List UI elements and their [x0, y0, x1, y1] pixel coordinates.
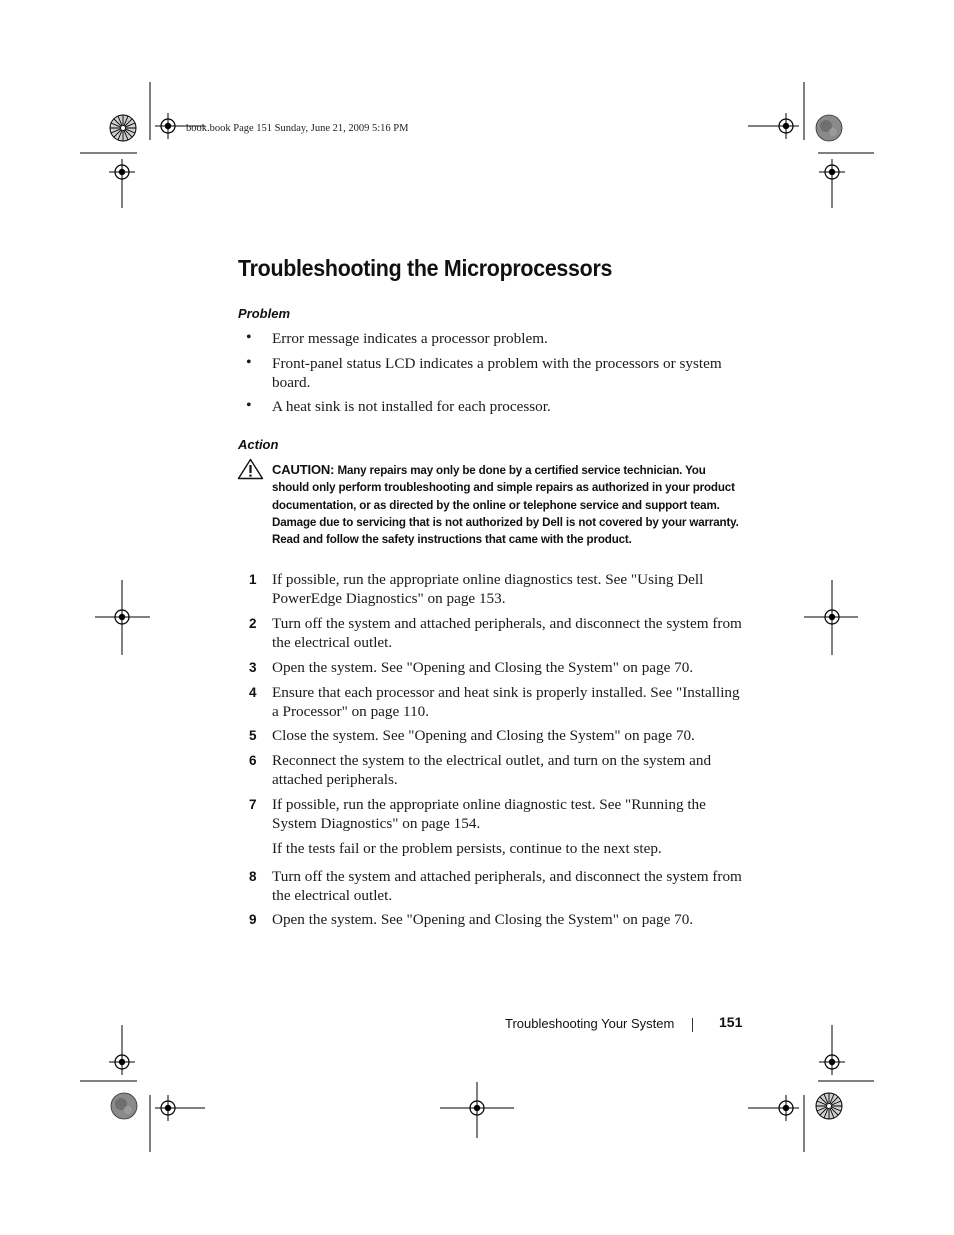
action-heading: Action	[238, 437, 279, 452]
caution-notice	[272, 461, 742, 548]
step-number: 2	[249, 616, 257, 631]
footer-divider	[692, 1018, 693, 1032]
problem-item: A heat sink is not installed for each processor.	[272, 398, 551, 415]
step-text: Close the system. See "Opening and Closing the System" on page 70.	[272, 727, 695, 744]
step-text: If possible, run the appropriate online diagnostics test. See "Using Dell PowerEdge Diagnostics" on page 153.	[272, 571, 704, 607]
step-number: 8	[249, 869, 257, 884]
bullet-marker: •	[246, 329, 252, 346]
caution-label: CAUTION:	[272, 462, 335, 477]
step-number: 9	[249, 912, 257, 927]
step-number: 3	[249, 660, 257, 675]
step-text: Open the system. See "Opening and Closing the System" on page 70.	[272, 911, 694, 928]
step-number: 7	[249, 797, 257, 812]
step-text: Turn off the system and attached peripherals, and disconnect the system from the electrical outlet.	[272, 868, 742, 904]
header-stamp: book.book Page 151 Sunday, June 21, 2009 5:16 PM	[186, 123, 409, 134]
step-number: 4	[249, 685, 257, 700]
caution-text: Many repairs may only be done by a certified service technician. You should only perform troubleshooting and simple repairs as authorized in your product documentation, or as directed by the online or telephone service and support team. Damage due to servicing that is not authorized by Dell is not covered by your warranty. Read and follow the safety instructions that came with the product.	[272, 464, 739, 547]
step-text: Turn off the system and attached peripherals, and disconnect the system from the electrical outlet.	[272, 615, 742, 651]
page-number: 151	[719, 1014, 743, 1030]
warning-triangle-icon	[237, 458, 264, 480]
bullet-marker: •	[246, 354, 252, 371]
step-text: If possible, run the appropriate online diagnostic test. See "Running the System Diagnostics" on page 154.	[272, 796, 706, 832]
step-number: 1	[249, 572, 257, 587]
page-title: Troubleshooting the Microprocessors	[238, 255, 613, 281]
bullet-marker: •	[246, 397, 252, 414]
problem-heading: Problem	[238, 306, 291, 321]
step-text: Ensure that each processor and heat sink is properly installed. See "Installing a Processor" on page 110.	[272, 684, 740, 720]
problem-item: Front-panel status LCD indicates a problem with the processors or system board.	[272, 355, 722, 391]
step-number: 5	[249, 728, 257, 743]
step-text: Reconnect the system to the electrical outlet, and turn on the system and attached peripherals.	[272, 752, 712, 788]
footer-section: Troubleshooting Your System	[505, 1016, 675, 1031]
problem-item: Error message indicates a processor problem.	[272, 330, 548, 347]
step-text: Open the system. See "Opening and Closing the System" on page 70.	[272, 659, 694, 676]
step-number: 6	[249, 753, 257, 768]
step-note: If the tests fail or the problem persists, continue to the next step.	[272, 840, 662, 857]
